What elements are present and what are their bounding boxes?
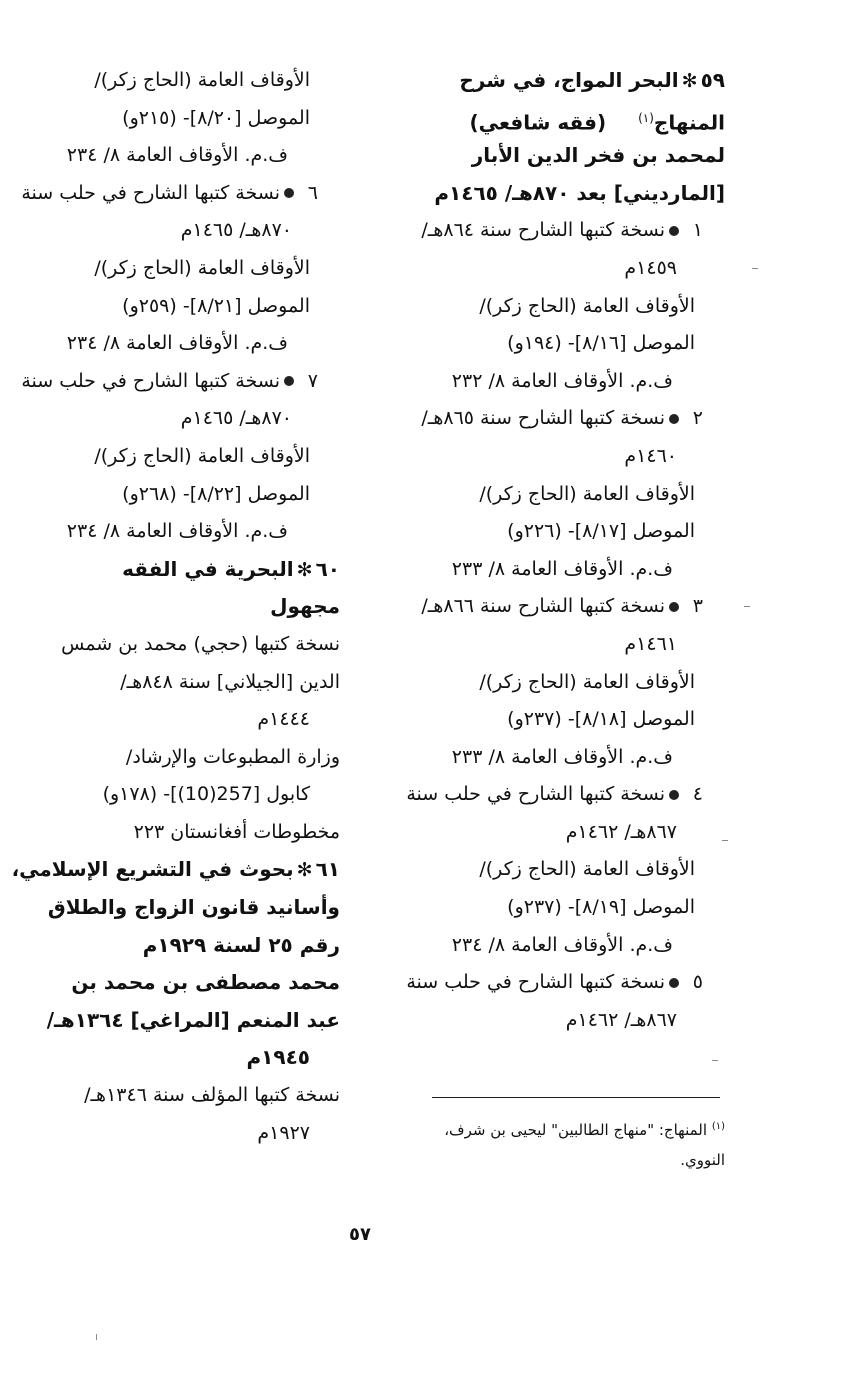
copy-line [0, 363, 340, 401]
copy-location: الموصل [٨/١٩]- (٢٣٧و) [507, 896, 695, 919]
entry-author-line1: لمحمد بن فخر الدين الأبار [471, 143, 725, 168]
copy-description: نسخة كتبها (حجي) محمد بن شمس [61, 632, 340, 655]
entry-61-title-line1 [0, 851, 340, 889]
bullet-icon [669, 602, 679, 612]
entry-author-line2: [الماردیني] بعد ٨٧٠هـ/ ١٤٦٥م [434, 180, 725, 205]
copy-location: الأوقاف العامة (الحاج زكر)/ [479, 670, 695, 693]
footnote-line [385, 1112, 725, 1145]
entry-number: ٦١ [315, 857, 340, 882]
copy-line [385, 588, 725, 626]
entry-60-title [0, 551, 340, 589]
bullet-icon [669, 978, 679, 988]
copy-reference: ف.م. الأوقاف العامة ٨/ ٢٣٤ [66, 144, 288, 167]
copy-description: نسخة كتبها الشارح سنة ٨٦٦هـ/ [421, 595, 665, 618]
copy-description: نسخة كتبها الشارح في حلب سنة [406, 783, 665, 806]
copy-location: الموصل [٨/١٧]- (٢٢٦و) [507, 520, 695, 543]
entry-author: مجهول [270, 594, 340, 619]
copy-date: ١٤٦١م [624, 632, 677, 655]
bullet-icon [669, 790, 679, 800]
copy-number: ٣ [692, 595, 703, 618]
copy-date: ١٩٢٧م [257, 1121, 310, 1144]
copy-description: نسخة كتبها الشارح سنة ٨٦٤هـ/ [421, 219, 665, 242]
copy-location: الأوقاف العامة (الحاج زكر)/ [94, 69, 310, 91]
copy-line [385, 400, 725, 438]
copy-number: ٢ [692, 407, 703, 430]
copy-reference: ف.م. الأوقاف العامة ٨/ ٢٣٣ [451, 745, 673, 768]
copy-description: نسخة كتبها المؤلف سنة ١٣٤٦هـ/ [84, 1084, 340, 1107]
copy-date: ٨٦٧هـ/ ١٤٦٢م [565, 1008, 677, 1031]
copy-line [385, 776, 725, 814]
copy-location: وزارة المطبوعات والإرشاد/ [125, 745, 340, 768]
scan-speck [96, 1334, 97, 1340]
copy-reference: مخطوطات أفغانستان ٢٢٣ [133, 820, 340, 843]
copy-location: الأوقاف العامة (الحاج زكر)/ [94, 256, 310, 279]
asterisk-icon: ✻ [296, 859, 313, 882]
page-number: ٥٧ [349, 1224, 371, 1245]
left-column [0, 62, 340, 1152]
copy-date: ١٤٥٩م [624, 256, 677, 279]
copy-line [385, 212, 725, 250]
entry-title: البحرية في الفقه [122, 556, 294, 581]
copy-location: الموصل [٨/٢٢]- (٢٦٨و) [122, 482, 310, 505]
copy-date: ٨٦٧هـ/ ١٤٦٢م [565, 820, 677, 843]
copy-number: ٦ [307, 181, 318, 204]
bullet-icon [284, 188, 294, 198]
entry-author: عبد المنعم [المراغي] ١٣٦٤هـ/ [46, 1007, 340, 1032]
entry-author: ١٩٤٥م [246, 1045, 310, 1070]
copy-reference: ف.م. الأوقاف العامة ٨/ ٢٣٣ [451, 557, 673, 580]
footnote-marker: (١) [638, 110, 654, 125]
scan-speck [712, 1060, 718, 1061]
entry-title: بحوث في التشريع الإسلامي، [11, 857, 294, 882]
copy-description: نسخة كتبها الشارح في حلب سنة [21, 369, 280, 392]
copy-description: نسخة كتبها الشارح في حلب سنة [406, 971, 665, 994]
scan-speck [744, 606, 750, 607]
copy-location: الأوقاف العامة (الحاج زكر)/ [479, 858, 695, 881]
copy-location: الموصل [٨/١٨]- (٢٣٧و) [507, 708, 695, 731]
copy-number: ٥ [692, 971, 703, 994]
entry-59-title-line1 [385, 62, 725, 100]
copy-reference: ف.م. الأوقاف العامة ٨/ ٢٣٢ [451, 369, 673, 392]
entry-subject: (فقه شافعي) [469, 110, 607, 135]
footnote [385, 1112, 725, 1175]
bullet-icon [669, 414, 679, 424]
copy-date: ٨٧٠هـ/ ١٤٦٥م [180, 407, 292, 430]
footnote-text: المنهاج: "منهاج الطالبين" ليحيى بن شرف، [444, 1121, 708, 1139]
copy-date: ١٤٦٠م [624, 444, 677, 467]
footnote-line: النووي. [680, 1151, 725, 1169]
copy-description: نسخة كتبها الشارح سنة ٨٦٥هـ/ [421, 407, 665, 430]
scan-speck [722, 840, 728, 841]
right-column [385, 62, 725, 1039]
entry-title: وأسانيد قانون الزواج والطلاق [47, 895, 340, 920]
copy-location: الأوقاف العامة (الحاج زكر)/ [479, 294, 695, 317]
asterisk-icon: ✻ [296, 558, 313, 581]
copy-date: ١٤٤٤م [257, 708, 310, 731]
bullet-icon [669, 226, 679, 236]
copy-line [385, 964, 725, 1002]
entry-title: رقم ٢٥ لسنة ١٩٢٩م [142, 932, 340, 957]
copy-location: الأوقاف العامة (الحاج زكر)/ [479, 482, 695, 505]
entry-number: ٥٩ [700, 68, 725, 92]
copy-description: الدين [الجيلاني] سنة ٨٤٨هـ/ [120, 670, 340, 693]
copy-number: ١ [692, 219, 703, 242]
bullet-icon [284, 376, 294, 386]
footnote-marker: (١) [711, 1121, 725, 1132]
copy-date: ٨٧٠هـ/ ١٤٦٥م [180, 219, 292, 242]
copy-number: ٤ [692, 783, 703, 806]
copy-reference: ف.م. الأوقاف العامة ٨/ ٢٣٤ [66, 520, 288, 543]
entry-59-title-line2 [385, 100, 725, 138]
copy-number: ٧ [307, 369, 318, 392]
entry-title: المنهاج [653, 110, 725, 135]
copy-location: كابول [257(10)]- (١٧٨و) [102, 783, 310, 806]
copy-reference: ف.م. الأوقاف العامة ٨/ ٢٣٤ [66, 332, 288, 355]
copy-location: الموصل [٨/١٦]- (١٩٤و) [507, 332, 695, 355]
entry-author: محمد مصطفى بن محمد بن [71, 970, 340, 995]
scan-speck [752, 268, 758, 269]
copy-location: الموصل [٨/٢٠]- (٢١٥و) [122, 106, 310, 129]
entry-number: ٦٠ [315, 556, 340, 581]
copy-line [0, 175, 340, 213]
copy-location: الموصل [٨/٢١]- (٢٥٩و) [122, 294, 310, 317]
copy-reference: ف.م. الأوقاف العامة ٨/ ٢٣٤ [451, 933, 673, 956]
copy-description: نسخة كتبها الشارح في حلب سنة [21, 181, 280, 204]
entry-title: البحر المواج، في شرح [459, 68, 679, 92]
asterisk-icon: ✻ [681, 70, 698, 92]
footnote-divider [432, 1097, 720, 1098]
copy-location: الأوقاف العامة (الحاج زكر)/ [94, 444, 310, 467]
